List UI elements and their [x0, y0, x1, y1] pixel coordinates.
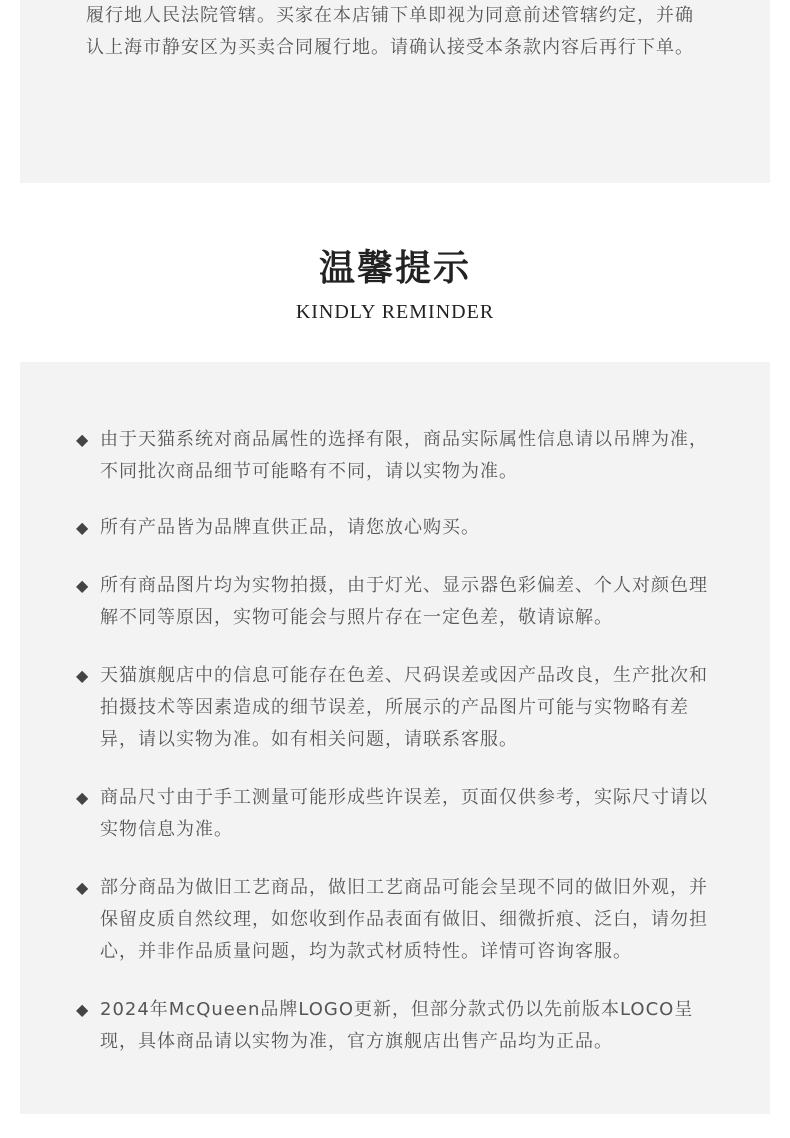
diamond-bullet-icon: ◆ [76, 576, 90, 595]
reminder-item [76, 994, 726, 1058]
diamond-bullet-icon: ◆ [76, 788, 90, 807]
reminder-item-text: 部分商品为做旧工艺商品，做旧工艺商品可能会呈现不同的做旧外观，并保留皮质自然纹理，如您收到作品表面有做旧、细微折痕、泛白，请勿担心，并非作品质量问题，均为款式材质特性。详情可咨询客服。 [100, 877, 708, 962]
diamond-bullet-icon: ◆ [76, 878, 90, 897]
reminder-heading [0, 243, 790, 327]
reminder-item-text: 商品尺寸由于手工测量可能形成些许误差，页面仅供参考，实际尺寸请以实物信息为准。 [100, 787, 708, 840]
reminder-item-text: 所有商品图片均为实物拍摄，由于灯光、显示器色彩偏差、个人对颜色理解不同等原因，实物可能会与照片存在一定色差，敬请谅解。 [100, 575, 708, 628]
reminder-title-en: KINDLY REMINDER [295, 301, 495, 323]
reminder-item [76, 782, 726, 846]
diamond-bullet-icon: ◆ [76, 430, 90, 449]
reminder-item-text: 所有产品皆为品牌直供正品，请您放心购买。 [100, 517, 480, 538]
reminder-item-text: 天猫旗舰店中的信息可能存在色差、尺码误差或因产品改良，生产批次和拍摄技术等因素造成的细节误差，所展示的产品图片可能与实物略有差异，请以实物为准。如有相关问题，请联系客服。 [100, 665, 708, 750]
reminder-item [76, 570, 726, 634]
reminder-item [76, 424, 726, 488]
reminder-item-text: 由于天猫系统对商品属性的选择有限，商品实际属性信息请以吊牌为准，不同批次商品细节可能略有不同，请以实物为准。 [100, 429, 708, 482]
reminder-item [76, 872, 726, 968]
reminder-item-text: 2024年McQueen品牌LOGO更新，但部分款式仍以先前版本LOCO呈现，具体商品请以实物为准，官方旗舰店出售产品均为正品。 [100, 999, 694, 1052]
reminder-item [76, 660, 726, 756]
reminder-title-cn: 温馨提示 [318, 248, 471, 289]
reminder-list [76, 424, 726, 1058]
diamond-bullet-icon: ◆ [76, 666, 90, 685]
reminder-item [76, 512, 726, 544]
diamond-bullet-icon: ◆ [76, 1000, 90, 1019]
reminder-panel [20, 362, 770, 1114]
terms-text: 履行地人民法院管辖。买家在本店铺下单即视为同意前述管辖约定，并确认上海市静安区为买卖合同履行地。请确认接受本条款内容后再行下单。 [86, 5, 694, 58]
terms-panel [20, 0, 770, 183]
diamond-bullet-icon: ◆ [76, 518, 90, 537]
